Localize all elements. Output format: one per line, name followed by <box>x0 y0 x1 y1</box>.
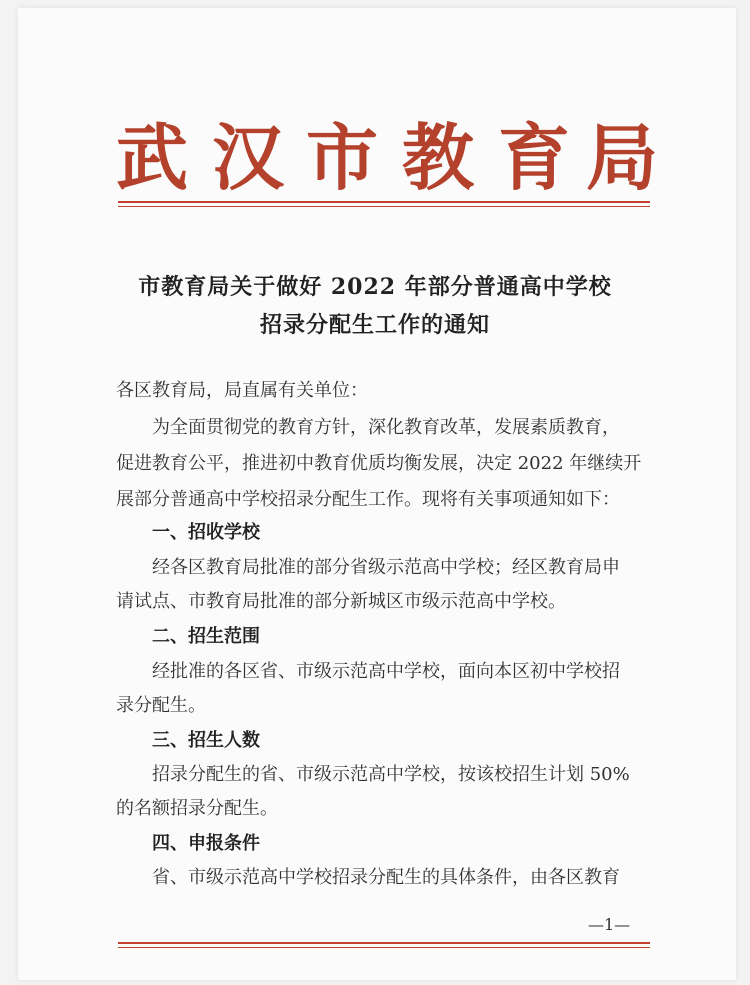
section-line: 省、市级示范高中学校招录分配生的具体条件，由各区教育 <box>152 867 620 888</box>
footer-red-rule-thin <box>118 947 650 948</box>
section-line: 经各区教育局批准的部分省级示范高中学校；经区教育局申 <box>152 557 620 578</box>
section-heading: 三、招生人数 <box>152 730 260 751</box>
header-red-rule-thin <box>118 206 650 207</box>
header-char: 教 <box>402 115 475 200</box>
intro-line: 展部分普通高中学校招录分配生工作。现将有关事项通知如下： <box>116 489 620 510</box>
section-heading: 一、招收学校 <box>152 522 260 543</box>
header-char: 局 <box>586 115 659 200</box>
document-title-line-1: 市教育局关于做好 2022 年部分普通高中学校 <box>138 274 612 300</box>
page-number: —1— <box>588 915 631 934</box>
section-line: 的名额招录分配生。 <box>116 798 278 819</box>
header-char: 育 <box>498 115 571 200</box>
section-line: 录分配生。 <box>116 695 206 716</box>
section-line: 招录分配生的省、市级示范高中学校，按该校招生计划 50% <box>152 764 630 785</box>
header-char: 市 <box>306 115 379 200</box>
intro-line: 促进教育公平，推进初中教育优质均衡发展，决定 2022 年继续开 <box>116 453 642 474</box>
section-line: 经批准的各区省、市级示范高中学校，面向本区初中学校招 <box>152 661 620 682</box>
issuing-authority-header <box>0 115 750 200</box>
section-line: 请试点、市教育局批准的部分新城区市级示范高中学校。 <box>116 591 566 612</box>
header-char: 汉 <box>212 115 285 200</box>
salutation: 各区教育局，局直属有关单位： <box>116 380 368 401</box>
header-char: 武 <box>116 115 189 200</box>
footer-red-rule-thick <box>118 942 650 944</box>
intro-line: 为全面贯彻党的教育方针，深化教育改革，发展素质教育， <box>152 417 620 438</box>
section-heading: 四、申报条件 <box>152 833 260 854</box>
section-heading: 二、招生范围 <box>152 626 260 647</box>
header-red-rule-thick <box>118 201 650 203</box>
document-title-line-2: 招录分配生工作的通知 <box>259 312 490 338</box>
